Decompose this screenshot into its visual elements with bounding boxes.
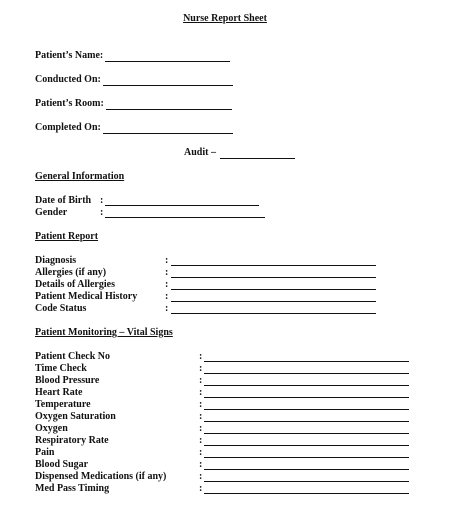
allergies-line[interactable]	[171, 277, 376, 278]
blood-pressure-label: Blood Pressure	[35, 375, 100, 386]
general-information-heading: General Information	[35, 171, 125, 182]
gender-line[interactable]	[105, 217, 265, 218]
code-status-label: Code Status	[35, 303, 87, 314]
medical-history-line[interactable]	[171, 301, 376, 302]
vital-signs-heading: Patient Monitoring – Vital Signs	[35, 327, 173, 338]
blood-pressure-colon: :	[199, 375, 203, 386]
audit-label: Audit –	[184, 147, 216, 158]
medical-history-colon: :	[165, 291, 169, 302]
blood-sugar-colon: :	[199, 459, 203, 470]
completed-on-line[interactable]	[103, 124, 233, 134]
check-no-label: Patient Check No	[35, 351, 110, 362]
allergies-label: Allergies (if any)	[35, 267, 107, 278]
respiratory-rate-label: Respiratory Rate	[35, 435, 109, 446]
allergy-details-colon: :	[165, 279, 169, 290]
patient-room-field	[35, 98, 232, 110]
temperature-line[interactable]	[204, 409, 409, 410]
page-title: Nurse Report Sheet	[183, 13, 267, 24]
oxygen-saturation-line[interactable]	[204, 421, 409, 422]
heart-rate-colon: :	[199, 387, 203, 398]
audit-field	[184, 147, 295, 159]
dob-line[interactable]	[105, 205, 259, 206]
blood-sugar-line[interactable]	[204, 469, 409, 470]
completed-on-field	[35, 122, 233, 134]
pain-colon: :	[199, 447, 203, 458]
heart-rate-line[interactable]	[204, 397, 409, 398]
allergies-colon: :	[165, 267, 169, 278]
dob-colon: :	[100, 195, 104, 206]
dispensed-medications-label: Dispensed Medications (if any)	[35, 471, 167, 482]
diagnosis-colon: :	[165, 255, 169, 266]
conducted-on-label: Conducted On:	[35, 74, 101, 85]
gender-label: Gender	[35, 207, 68, 218]
patient-name-line[interactable]	[105, 52, 230, 62]
temperature-label: Temperature	[35, 399, 91, 410]
audit-line[interactable]	[220, 149, 295, 159]
dispensed-medications-line[interactable]	[204, 481, 409, 482]
time-check-colon: :	[199, 363, 203, 374]
blood-pressure-line[interactable]	[204, 385, 409, 386]
diagnosis-label: Diagnosis	[35, 255, 77, 266]
medical-history-label: Patient Medical History	[35, 291, 138, 302]
oxygen-saturation-colon: :	[199, 411, 203, 422]
check-no-line[interactable]	[204, 361, 409, 362]
conducted-on-field	[35, 74, 233, 86]
time-check-label: Time Check	[35, 363, 87, 374]
dob-label: Date of Birth	[35, 195, 92, 206]
patient-room-line[interactable]	[106, 100, 232, 110]
patient-room-label: Patient’s Room:	[35, 98, 104, 109]
allergy-details-line[interactable]	[171, 289, 376, 290]
temperature-colon: :	[199, 399, 203, 410]
check-no-colon: :	[199, 351, 203, 362]
blood-sugar-label: Blood Sugar	[35, 459, 89, 470]
med-pass-timing-colon: :	[199, 483, 203, 494]
patient-name-field	[35, 50, 230, 62]
respiratory-rate-colon: :	[199, 435, 203, 446]
code-status-colon: :	[165, 303, 169, 314]
patient-report-heading: Patient Report	[35, 231, 99, 242]
pain-line[interactable]	[204, 457, 409, 458]
med-pass-timing-line[interactable]	[204, 493, 409, 494]
oxygen-saturation-label: Oxygen Saturation	[35, 411, 116, 422]
heart-rate-label: Heart Rate	[35, 387, 83, 398]
oxygen-line[interactable]	[204, 433, 409, 434]
pain-label: Pain	[35, 447, 55, 458]
completed-on-label: Completed On:	[35, 122, 101, 133]
allergy-details-label: Details of Allergies	[35, 279, 115, 290]
code-status-line[interactable]	[171, 313, 376, 314]
oxygen-colon: :	[199, 423, 203, 434]
patient-name-label: Patient’s Name:	[35, 50, 104, 61]
time-check-line[interactable]	[204, 373, 409, 374]
gender-colon: :	[100, 207, 104, 218]
oxygen-label: Oxygen	[35, 423, 68, 434]
conducted-on-line[interactable]	[103, 76, 233, 86]
respiratory-rate-line[interactable]	[204, 445, 409, 446]
med-pass-timing-label: Med Pass Timing	[35, 483, 110, 494]
diagnosis-line[interactable]	[171, 265, 376, 266]
dispensed-medications-colon: :	[199, 471, 203, 482]
